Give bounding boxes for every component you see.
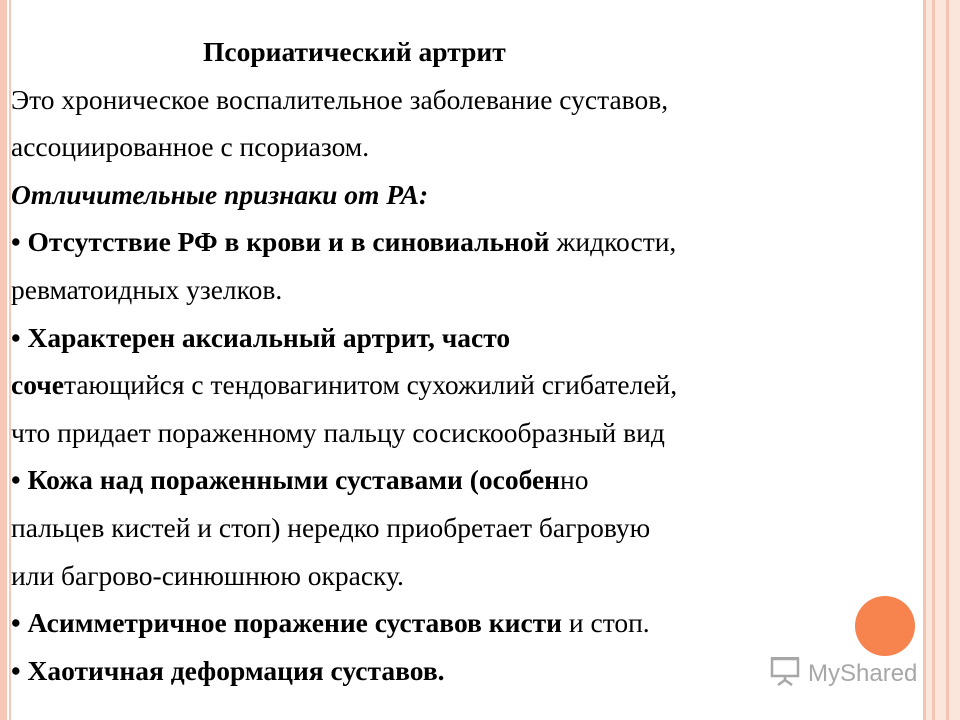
bullet-1-bold: • Отсутствие РФ в крови и в синовиальной <box>11 226 550 258</box>
bullet-2-bold: соче <box>11 369 64 401</box>
bullet-1-line-1 <box>11 218 921 266</box>
projector-screen-icon <box>770 656 804 693</box>
bullet-4-rest: и стоп. <box>562 607 650 639</box>
bullet-2-line-3: что придает пораженному пальцу сосискообразный вид <box>11 416 665 448</box>
right-decorative-band <box>920 0 960 720</box>
bullet-1-line-2: ревматоидных узелков. <box>11 273 283 305</box>
watermark-text: MyShared <box>808 660 918 687</box>
intro-line-1: Это хроническое воспалительное заболевание суставов, <box>11 83 669 115</box>
bullet-5: • Хаотичная деформация суставов. <box>11 654 445 686</box>
slide-body <box>11 28 921 694</box>
bullet-2-line-2 <box>11 361 921 409</box>
bullet-3-rest: но <box>560 464 589 496</box>
bullet-1-rest: жидкости, <box>549 226 677 258</box>
slide-title: Псориатический артрит <box>203 36 506 67</box>
bullet-4 <box>11 599 921 647</box>
bullet-2-line-1: • Характерен аксиальный артрит, часто <box>11 321 511 353</box>
bullet-3-line-2: пальцев кистей и стоп) нередко приобретает багровую <box>11 511 651 543</box>
bullet-4-bold: • Асимметричное поражение суставов кисти <box>11 607 563 639</box>
subheading: Отличительные признаки от РА: <box>11 178 429 210</box>
left-border-rule <box>0 0 7 720</box>
bullet-3-bold: • Кожа над пораженными суставами (особен <box>11 464 561 496</box>
bullet-2-rest: тающийся с тендовагинитом сухожилий сгибателей, <box>63 369 678 401</box>
intro-line-2: ассоциированное с псориазом. <box>11 131 370 163</box>
bullet-3-line-1 <box>11 456 921 504</box>
myshared-watermark <box>770 656 917 692</box>
bullet-3-line-3: или багрово-синюшнюю окраску. <box>11 559 404 591</box>
